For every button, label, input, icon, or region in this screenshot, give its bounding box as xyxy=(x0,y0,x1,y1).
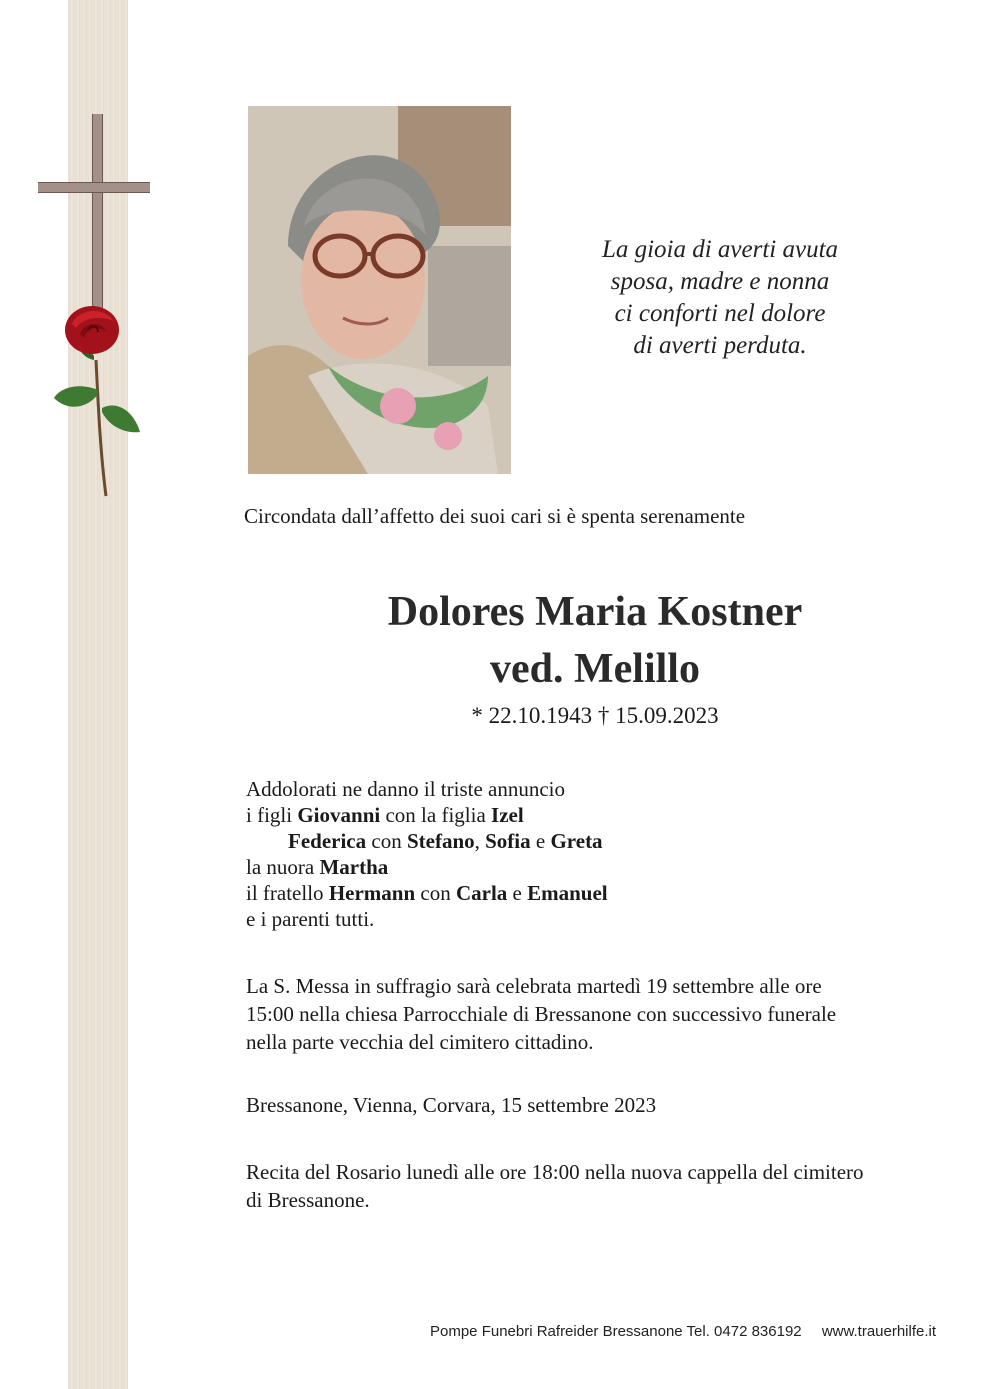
mass-info xyxy=(246,972,926,1056)
family-line: Federica con Stefano, Sofia e Greta xyxy=(288,829,603,853)
family-announcement xyxy=(246,776,608,932)
family-line: e i parenti tutti. xyxy=(246,907,375,931)
life-dates: * 22.10.1943 † 15.09.2023 xyxy=(471,703,719,728)
funeral-home: Pompe Funebri Rafreider Bressanone Tel. 0472 836192 xyxy=(430,1323,802,1340)
deceased-married-name: ved. Melillo xyxy=(490,646,700,692)
intro-text: Circondata dall’affetto dei suoi cari si è spenta serenamente xyxy=(244,504,746,528)
quote-line: La gioia di averti avuta xyxy=(601,236,839,263)
place-date: Bressanone, Vienna, Corvara, 15 settembre 2023 xyxy=(246,1093,657,1117)
rosary-line: Recita del Rosario lunedì alle ore 18:00 nella nuova cappella del cimitero xyxy=(246,1160,864,1184)
mass-line: nella parte vecchia del cimitero cittadino. xyxy=(246,1030,594,1054)
family-line: il fratello Hermann con Carla e Emanuel xyxy=(246,881,608,905)
cross-icon-bar xyxy=(38,182,150,193)
family-line: Addolorati ne danno il triste annuncio xyxy=(246,777,566,801)
portrait-photo xyxy=(248,106,511,474)
rosary-info xyxy=(246,1158,936,1214)
deceased-name: Dolores Maria Kostner xyxy=(387,589,803,635)
quote-line: di averti perduta. xyxy=(633,332,807,359)
family-line: i figli Giovanni con la figlia Izel xyxy=(246,803,524,827)
quote-line: sposa, madre e nonna xyxy=(610,268,830,295)
website-link[interactable]: www.trauerhilfe.it xyxy=(821,1323,937,1340)
mass-line: La S. Messa in suffragio sarà celebrata martedì 19 settembre alle ore xyxy=(246,974,822,998)
rosary-line: di Bressanone. xyxy=(246,1188,370,1212)
footer xyxy=(430,1323,936,1340)
mass-line: 15:00 nella chiesa Parrocchiale di Bressanone con successivo funerale xyxy=(246,1002,837,1026)
family-line: la nuora Martha xyxy=(246,855,389,879)
quote-line: ci conforti nel dolore xyxy=(614,300,826,327)
rose-icon xyxy=(48,300,148,500)
cross-icon xyxy=(92,114,103,328)
memorial-quote xyxy=(560,234,880,362)
